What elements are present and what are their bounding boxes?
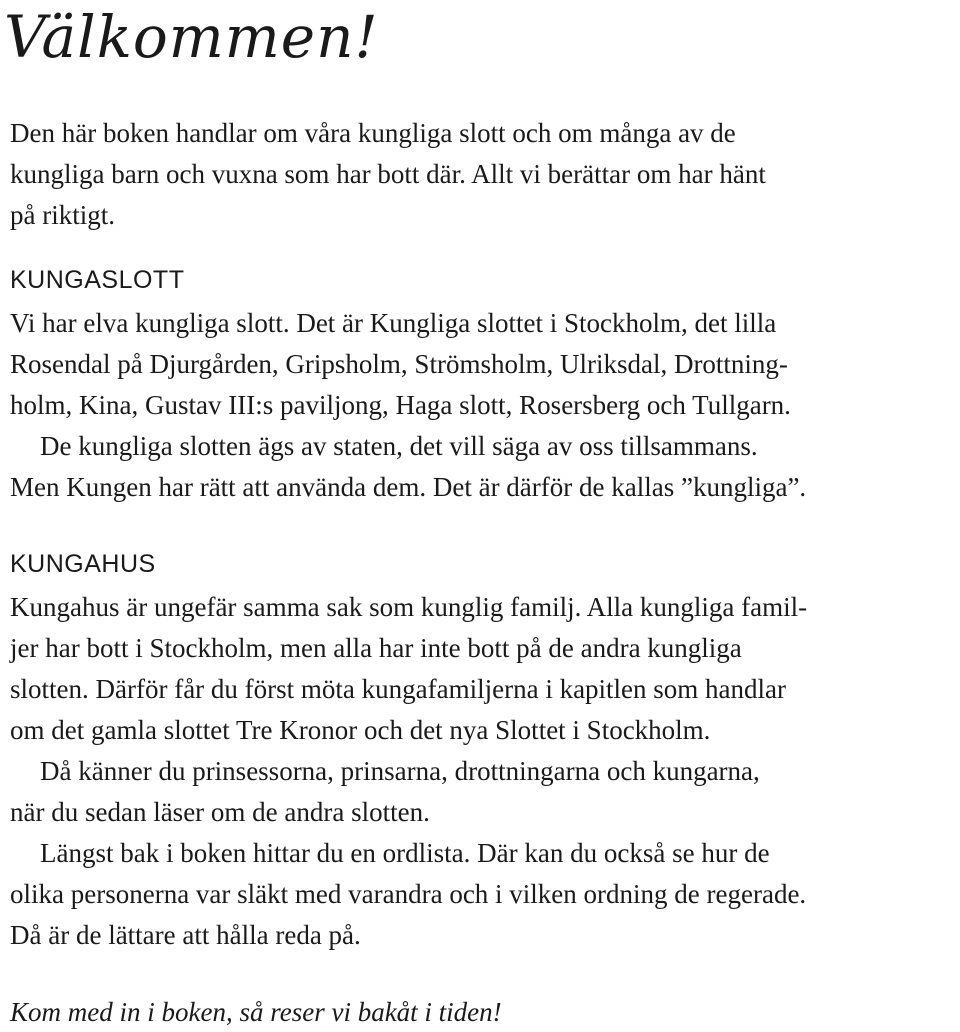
text-line: jer har bott i Stockholm, men alla har inte bott på de andra kungliga [10, 633, 742, 663]
kungahus-paragraph [10, 587, 956, 956]
text-line: Längst bak i boken hittar du en ordlista. Där kan du också se hur de [40, 838, 770, 868]
intro-paragraph [10, 113, 956, 236]
kungaslott-paragraph [10, 303, 956, 508]
text-line: Den här boken handlar om våra kungliga slott och om många av de [10, 118, 736, 148]
text-line: Då är de lättare att hålla reda på. [10, 920, 361, 950]
text-line: Rosendal på Djurgården, Gripsholm, Strömsholm, Ulriksdal, Drottning- [10, 349, 788, 379]
text-line: Men Kungen har rätt att använda dem. Det är därför de kallas ”kungliga”. [10, 472, 807, 502]
text-line: holm, Kina, Gustav III:s paviljong, Haga slott, Rosersberg och Tullgarn. [10, 390, 791, 420]
text-line: om det gamla slottet Tre Kronor och det nya Slottet i Stockholm. [10, 715, 711, 745]
text-line: olika personerna var släkt med varandra och i vilken ordning de regerade. [10, 879, 807, 909]
text-line: Kungahus är ungefär samma sak som kunglig familj. Alla kungliga famil- [10, 592, 808, 622]
text-line: Då känner du prinsessorna, prinsarna, drottningarna och kungarna, [40, 756, 760, 786]
text-line: Vi har elva kungliga slott. Det är Kungliga slottet i Stockholm, det lilla [10, 308, 777, 338]
text-line: slotten. Därför får du först möta kungafamiljerna i kapitlen som handlar [10, 674, 787, 704]
text-line: kungliga barn och vuxna som har bott där. Allt vi berättar om har hänt [10, 159, 766, 189]
page-title: Välkommen! [4, 3, 379, 71]
section-heading-kungahus: KUNGAHUS [10, 550, 156, 578]
closing-line: Kom med in i boken, så reser vi bakåt i tiden! [10, 997, 502, 1027]
text-line: på riktigt. [10, 200, 115, 230]
section-heading-kungaslott: KUNGASLOTT [10, 266, 185, 294]
text-line: De kungliga slotten ägs av staten, det vill säga av oss tillsammans. [40, 431, 758, 461]
text-line: när du sedan läser om de andra slotten. [10, 797, 430, 827]
